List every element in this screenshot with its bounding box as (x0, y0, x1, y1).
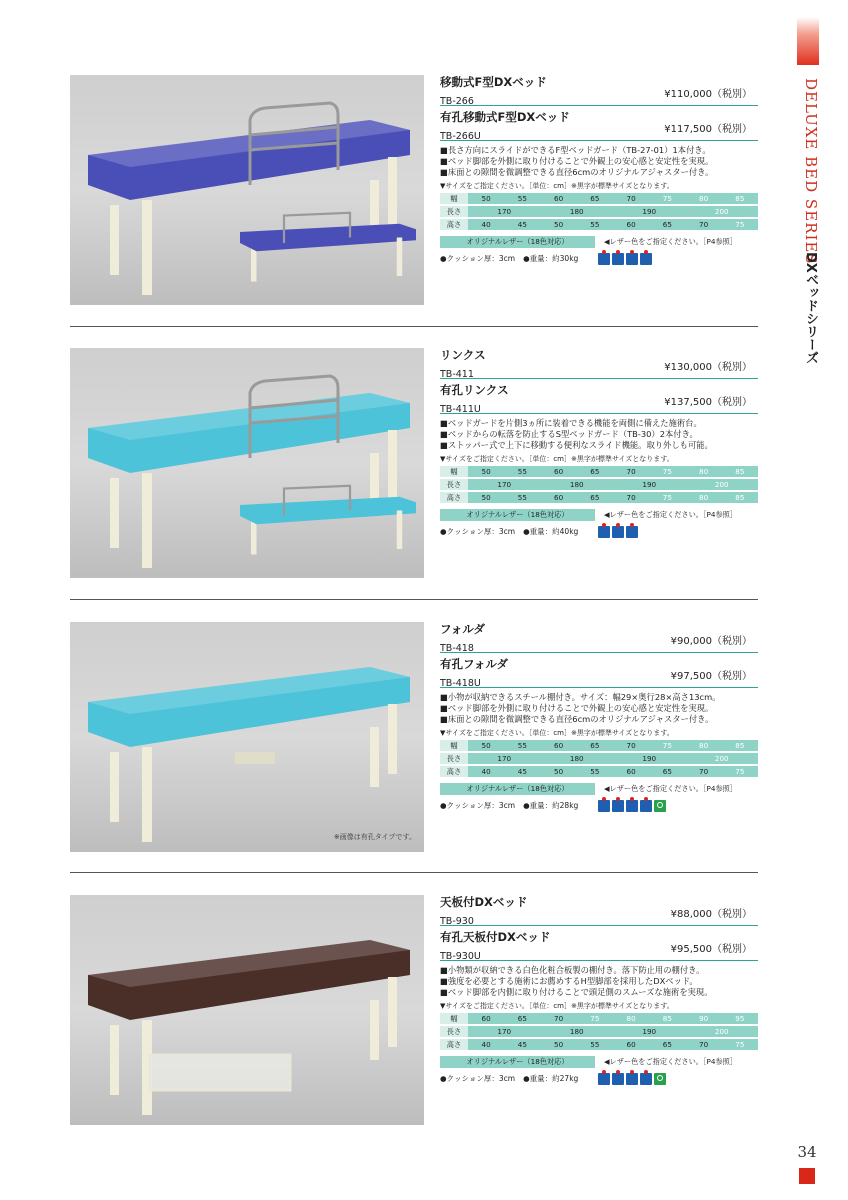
size-row (440, 478, 758, 491)
size-table (440, 740, 758, 779)
size-cell[interactable]: 80 (686, 466, 722, 478)
size-cell[interactable]: 65 (577, 193, 613, 205)
size-cell[interactable]: 55 (504, 193, 540, 205)
size-cell[interactable]: 80 (686, 193, 722, 205)
product-code: TB-418 (440, 643, 474, 654)
size-row-label: 長さ (440, 205, 468, 218)
section-divider (70, 599, 758, 600)
size-row (440, 205, 758, 218)
size-cell[interactable]: 70 (613, 740, 649, 752)
size-cell[interactable]: 90 (686, 1013, 722, 1025)
underline (440, 925, 758, 926)
product-code: TB-266U (440, 131, 481, 142)
size-row (440, 1025, 758, 1038)
bed-icon (626, 253, 638, 265)
size-cell[interactable]: 60 (613, 765, 649, 778)
page-marker (799, 1168, 815, 1184)
size-cell[interactable]: 80 (613, 1013, 649, 1025)
section-divider (70, 872, 758, 873)
product-info (440, 75, 758, 266)
size-note: ▼サイズをご指定ください。［単位：cm］※黒字が標準サイズとなります。 (440, 729, 674, 737)
size-cell[interactable]: 180 (541, 752, 614, 765)
size-cell[interactable]: 65 (577, 740, 613, 752)
size-cell[interactable]: 65 (577, 466, 613, 478)
size-cell[interactable]: 70 (613, 466, 649, 478)
bed-icon (598, 1073, 610, 1085)
size-cell[interactable]: 60 (541, 466, 577, 478)
bed-icon (612, 1073, 624, 1085)
bed-icon (612, 253, 624, 265)
feature-icons (598, 253, 652, 265)
size-row (440, 1038, 758, 1051)
size-row-label: 高さ (440, 765, 468, 778)
size-cell[interactable]: 180 (541, 478, 614, 491)
section-divider (70, 326, 758, 327)
leather-option-button[interactable]: オリジナルレザー（18色対応） (440, 783, 595, 795)
size-note: ▼サイズをご指定ください。［単位：cm］※黒字が標準サイズとなります。 (440, 455, 674, 463)
size-row (440, 752, 758, 765)
size-row-label: 高さ (440, 218, 468, 231)
size-cell[interactable]: 70 (686, 218, 722, 231)
size-cell[interactable]: 60 (613, 1038, 649, 1051)
size-cell[interactable]: 55 (577, 218, 613, 231)
weight-spec: ●重量：約40kg (523, 527, 579, 536)
size-cell[interactable]: 50 (468, 740, 504, 752)
size-cell[interactable]: 200 (686, 478, 759, 491)
underline (440, 687, 758, 688)
size-cell[interactable]: 40 (468, 765, 504, 778)
size-row-label: 幅 (440, 740, 468, 752)
size-cell[interactable]: 75 (722, 218, 758, 231)
product-code: TB-418U (440, 678, 481, 689)
feature-text: ■小物が収納できるスチール棚付き。サイズ：幅29×奥行28×高さ13cm。 (440, 692, 721, 702)
size-row (440, 218, 758, 231)
size-row (440, 740, 758, 752)
product-price: ¥130,000（税別） (664, 362, 752, 373)
product-code-row (440, 636, 758, 654)
feature-text: ■ストッパー式で上下に移動する便利なスライド機能。取り外しも可能。 (440, 440, 713, 450)
size-cell[interactable]: 40 (468, 1038, 504, 1051)
product-price: ¥110,000（税別） (664, 89, 752, 100)
size-table (440, 466, 758, 505)
size-cell[interactable]: 190 (613, 478, 686, 491)
leather-row (440, 509, 758, 521)
feature-text: ■ベッドからの転落を防止するS型ベッドガード（TB-30）2本付き。 (440, 429, 698, 439)
product-price: ¥90,000（税別） (670, 636, 752, 647)
product-code-row (440, 944, 758, 962)
leather-note: ◀レザー色をご指定ください。［P4参照］ (604, 510, 738, 519)
bed-icon (640, 1073, 652, 1085)
product-code-row (440, 909, 758, 927)
size-cell[interactable]: 60 (541, 740, 577, 752)
size-cell[interactable]: 60 (541, 491, 577, 504)
size-cell[interactable]: 50 (541, 218, 577, 231)
size-cell[interactable]: 95 (722, 1013, 758, 1025)
size-cell[interactable]: 75 (649, 740, 685, 752)
product-price: ¥117,500（税別） (664, 124, 752, 135)
leather-row (440, 1056, 758, 1068)
product-code-row (440, 671, 758, 689)
feature-text: ■ベッド脚部を内側に取り付けることで頭足側のスムーズな施術を実現。 (440, 987, 713, 997)
size-note: ▼サイズをご指定ください。［単位：cm］※黒字が標準サイズとなります。 (440, 1002, 674, 1010)
product-code: TB-266 (440, 96, 474, 107)
feature-text: ■小物類が収納できる白色化粧合板製の棚付き。落下防止用の棚付き。 (440, 965, 705, 975)
size-row-label: 高さ (440, 491, 468, 504)
leather-note: ◀レザー色をご指定ください。［P4参照］ (604, 237, 738, 246)
bed-icon (612, 526, 624, 538)
product-info (440, 622, 758, 813)
product-name: 有孔リンクス (440, 383, 509, 397)
size-cell[interactable]: 40 (468, 218, 504, 231)
size-table (440, 1013, 758, 1052)
size-cell[interactable]: 45 (504, 1038, 540, 1051)
feature-text: ■強度を必要とする施術にお薦めするH型脚部を採用したDXベッド。 (440, 976, 698, 986)
size-cell[interactable]: 60 (541, 193, 577, 205)
size-cell[interactable]: 65 (649, 1038, 685, 1051)
page-number: 34 (797, 1143, 817, 1161)
feature-text: ■ベッド脚部を外側に取り付けることで外観上の安心感と安定性を実現。 (440, 156, 714, 166)
size-cell[interactable]: 60 (468, 1013, 504, 1025)
size-cell[interactable]: 170 (468, 752, 541, 765)
leather-row (440, 783, 758, 795)
size-row-label: 長さ (440, 478, 468, 491)
size-cell[interactable]: 55 (577, 765, 613, 778)
size-cell[interactable]: 170 (468, 205, 541, 218)
size-cell[interactable]: 85 (722, 740, 758, 752)
side-accent-bar (797, 17, 819, 65)
size-row (440, 466, 758, 478)
size-table (440, 193, 758, 232)
product-info (440, 348, 758, 539)
size-cell[interactable]: 75 (649, 193, 685, 205)
underline (440, 140, 758, 141)
size-cell[interactable]: 50 (468, 466, 504, 478)
weight-spec: ●重量：約27kg (523, 1074, 579, 1083)
size-cell[interactable]: 65 (649, 218, 685, 231)
size-cell[interactable]: 190 (613, 205, 686, 218)
underline (440, 413, 758, 414)
spec-row (440, 799, 758, 813)
size-cell[interactable]: 170 (468, 1025, 541, 1038)
product-code: TB-930 (440, 916, 474, 927)
feature-text: ■床面との隙間を微調整できる直径6cmのオリジナルアジャスター付き。 (440, 167, 714, 177)
product-name: 移動式F型DXベッド (440, 75, 547, 89)
product-code: TB-411U (440, 404, 481, 415)
size-row-label: 長さ (440, 752, 468, 765)
series-title-en: DELUXE BED SERIES (802, 78, 820, 265)
underline (440, 652, 758, 653)
product-info (440, 895, 758, 1086)
product-code-row (440, 397, 758, 415)
size-cell[interactable]: 50 (468, 491, 504, 504)
size-row (440, 1013, 758, 1025)
leather-option-button[interactable]: オリジナルレザー（18色対応） (440, 1056, 595, 1068)
leather-note: ◀レザー色をご指定ください。［P4参照］ (604, 1057, 738, 1066)
feature-text: ■ベッドガードを片側3ヵ所に装着できる機能を両側に備えた施術台。 (440, 418, 702, 428)
spec-row (440, 252, 758, 266)
size-cell[interactable]: 70 (686, 765, 722, 778)
bed-icon (626, 1073, 638, 1085)
size-cell[interactable]: 70 (686, 1038, 722, 1051)
cushion-spec: ●クッション厚：3cm (440, 1074, 516, 1083)
product-photo (70, 75, 424, 305)
size-cell[interactable]: 45 (504, 765, 540, 778)
size-cell[interactable]: 70 (613, 193, 649, 205)
size-row (440, 765, 758, 778)
product-code: TB-411 (440, 369, 474, 380)
size-cell[interactable]: 170 (468, 478, 541, 491)
series-title-jp: DXベッドシリーズ (803, 252, 818, 364)
product-code-row (440, 89, 758, 107)
leather-row (440, 236, 758, 248)
weight-spec: ●重量：約28kg (523, 801, 579, 810)
size-cell[interactable]: 60 (613, 218, 649, 231)
product-price: ¥137,500（税別） (664, 397, 752, 408)
size-cell[interactable]: 50 (468, 193, 504, 205)
size-cell[interactable]: 80 (686, 740, 722, 752)
product-name: 天板付DXベッド (440, 895, 528, 909)
size-cell[interactable]: 85 (649, 1013, 685, 1025)
spec-row (440, 1072, 758, 1086)
product-photo (70, 348, 424, 578)
product-code: TB-930U (440, 951, 481, 962)
product-code-row (440, 362, 758, 380)
leather-note: ◀レザー色をご指定ください。［P4参照］ (604, 784, 738, 793)
product-name: 有孔移動式F型DXベッド (440, 110, 570, 124)
size-cell[interactable]: 85 (722, 466, 758, 478)
size-cell[interactable]: 50 (541, 765, 577, 778)
size-cell[interactable]: 65 (649, 765, 685, 778)
bed-icon (626, 800, 638, 812)
size-row-label: 幅 (440, 466, 468, 478)
size-cell[interactable]: 180 (541, 1025, 614, 1038)
size-cell[interactable]: 45 (504, 218, 540, 231)
bed-icon (598, 526, 610, 538)
size-row-label: 幅 (440, 1013, 468, 1025)
size-row (440, 193, 758, 205)
size-cell[interactable]: 65 (504, 1013, 540, 1025)
size-cell[interactable]: 55 (504, 491, 540, 504)
size-cell[interactable]: 75 (649, 491, 685, 504)
size-row-label: 幅 (440, 193, 468, 205)
size-cell[interactable]: 180 (541, 205, 614, 218)
bed-icon (598, 253, 610, 265)
bed-icon (640, 253, 652, 265)
product-price: ¥97,500（税別） (670, 671, 752, 682)
size-cell[interactable]: 65 (577, 491, 613, 504)
product-code-row (440, 124, 758, 142)
cushion-spec: ●クッション厚：3cm (440, 801, 516, 810)
product-price: ¥88,000（税別） (670, 909, 752, 920)
size-cell[interactable]: 190 (613, 1025, 686, 1038)
bed-icon (612, 800, 624, 812)
size-cell[interactable]: 75 (722, 1038, 758, 1051)
size-cell[interactable]: 85 (722, 491, 758, 504)
product-name: リンクス (440, 348, 486, 362)
size-cell[interactable]: 75 (577, 1013, 613, 1025)
size-cell[interactable]: 55 (504, 740, 540, 752)
size-row (440, 491, 758, 504)
size-cell[interactable]: 85 (722, 193, 758, 205)
size-cell[interactable]: 200 (686, 752, 759, 765)
bed-icon (640, 800, 652, 812)
feature-icons (598, 1073, 666, 1085)
product-price: ¥95,500（税別） (670, 944, 752, 955)
leather-option-button[interactable]: オリジナルレザー（18色対応） (440, 236, 595, 248)
size-cell[interactable]: 70 (613, 491, 649, 504)
product-name: 有孔天板付DXベッド (440, 930, 551, 944)
cushion-spec: ●クッション厚：3cm (440, 254, 516, 263)
size-cell[interactable]: 75 (722, 765, 758, 778)
size-cell[interactable]: 75 (649, 466, 685, 478)
product-name: 有孔フォルダ (440, 657, 508, 671)
bed-icon (598, 800, 610, 812)
feature-icons (598, 526, 638, 538)
weight-spec: ●重量：約30kg (523, 254, 579, 263)
feature-text: ■ベッド脚部を外側に取り付けることで外観上の安心感と安定性を実現。 (440, 703, 714, 713)
spec-row (440, 525, 758, 539)
size-cell[interactable]: 55 (577, 1038, 613, 1051)
size-cell[interactable]: 80 (686, 491, 722, 504)
photo-note: ※画像は有孔タイプです。 (333, 833, 416, 841)
product-name: フォルダ (440, 622, 485, 636)
feature-icons (598, 800, 666, 812)
bed-icon (626, 526, 638, 538)
size-row-label: 高さ (440, 1038, 468, 1051)
size-cell[interactable]: 200 (686, 1025, 759, 1038)
feature-text: ■長さ方向にスライドができるF型ベッドガード（TB-27-01）1本付き。 (440, 145, 711, 155)
feature-text: ■床面との隙間を微調整できる直径6cmのオリジナルアジャスター付き。 (440, 714, 714, 724)
search-icon (654, 800, 666, 812)
size-cell[interactable]: 50 (541, 1038, 577, 1051)
underline (440, 378, 758, 379)
product-photo (70, 622, 424, 852)
product-photo (70, 895, 424, 1125)
size-row-label: 長さ (440, 1025, 468, 1038)
size-note: ▼サイズをご指定ください。［単位：cm］※黒字が標準サイズとなります。 (440, 182, 674, 190)
leather-option-button[interactable]: オリジナルレザー（18色対応） (440, 509, 595, 521)
underline (440, 105, 758, 106)
size-cell[interactable]: 190 (613, 752, 686, 765)
underline (440, 960, 758, 961)
search-icon (654, 1073, 666, 1085)
size-cell[interactable]: 55 (504, 466, 540, 478)
size-cell[interactable]: 200 (686, 205, 759, 218)
cushion-spec: ●クッション厚：3cm (440, 527, 516, 536)
size-cell[interactable]: 70 (541, 1013, 577, 1025)
